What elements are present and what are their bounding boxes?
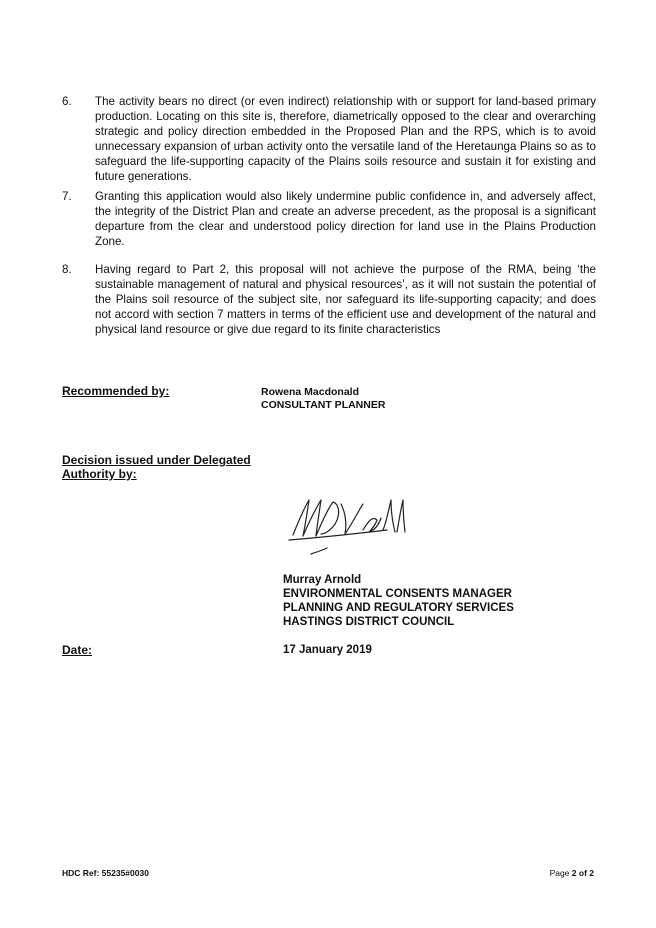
decision-maker-title-2: PLANNING AND REGULATORY SERVICES [283,602,514,614]
footer-page-number [550,868,594,878]
paragraph-number: 7. [62,190,72,203]
recommended-by-label: Recommended by: [62,384,170,398]
recommender-block [261,386,385,412]
paragraph-text: The activity bears no direct (or even indirect) relationship with or support for land-based primary production. Locating on this site is, therefore, diametrically opposed to the clear and overarching strategic and policy direction embedded in the Proposed Plan and the RPS, which is to avoid unnecessary expansion of urban activity onto the versatile land of the Heretaunga Plains so as to safeguard the life-supporting capacity of the Plains soils resource and sustain it for existing and future generations. [95,95,596,183]
decision-label-line2: Authority by: [62,467,137,481]
paragraph-text: Having regard to Part 2, this proposal will not achieve the purpose of the RMA, being ‘the sustainable management of natural and physical resources’, as it will not sustain the potential of the Plains soil resource of the subject site, nor safeguard its life-supporting capacity; and does not accord with section 7 matters in terms of the efficient use and development of the natural and physical land resource or give due regard to its finite characteristics [95,263,596,336]
paragraph-text: Granting this application would also likely undermine public confidence in, and adversely affect, the integrity of the District Plan and create an adverse precedent, as the proposal is a significant departure from the clear and understood policy direction for land use in the Plains Production Zone. [95,190,596,248]
date-label: Date: [62,643,93,657]
date-value: 17 January 2019 [283,644,372,656]
paragraph-number: 6. [62,95,72,108]
page-current: 2 [571,868,577,878]
decision-maker-name: Murray Arnold [283,574,362,586]
recommender-title: CONSULTANT PLANNER [261,399,386,411]
page-total: 2 [589,868,594,878]
decision-maker-block [283,573,514,629]
page-prefix: Page [549,868,572,878]
recommender-name: Rowena Macdonald [261,386,360,398]
paragraph-number: 8. [62,263,72,276]
decision-authority-label [62,453,251,481]
page-of: of [576,868,590,878]
decision-maker-title-1: ENVIRONMENTAL CONSENTS MANAGER [283,588,512,600]
footer-reference: HDC Ref: 55235#0030 [62,868,149,878]
decision-maker-title-3: HASTINGS DISTRICT COUNCIL [283,616,455,628]
signature-image [283,490,413,560]
decision-label-line1: Decision issued under Delegated [62,453,251,467]
